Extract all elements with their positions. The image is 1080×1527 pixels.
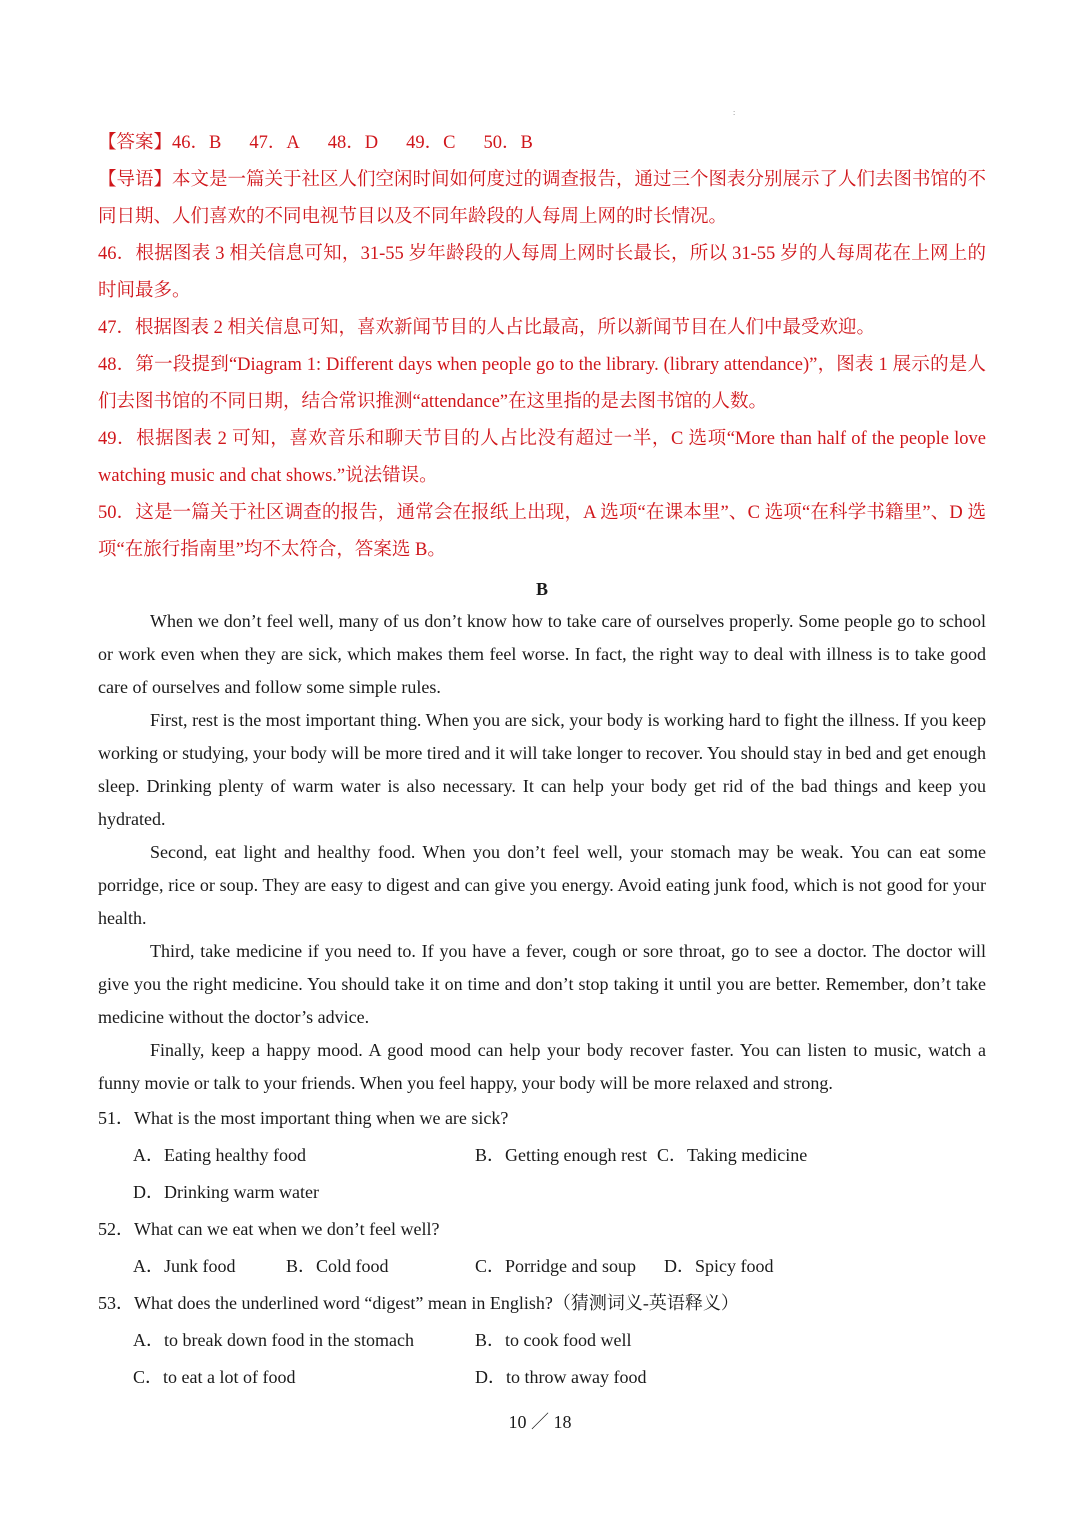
answer-item: 50．B	[483, 133, 533, 153]
passage-paragraph: Second, eat light and healthy food. When you don’t feel well, your stomach may be weak. You can eat some porridge, rice or soup. They are easy to digest and can give you energy. Avoid eating junk food, which is not good for your health.	[98, 842, 986, 928]
option-b: B．to cook food well	[475, 1330, 632, 1350]
answer-key-label: 【答案】	[98, 133, 173, 153]
explanation-48: 48．第一段提到“Diagram 1: Different days when people go to the library. (library attendance)”，图表 1 展示的是人们去图书馆的不同日期，结合常识推测“attendance”在这里指的是去图书馆的人数。	[98, 355, 986, 412]
option-c: C．to eat a lot of food	[133, 1367, 296, 1387]
explanation-49: 49．根据图表 2 可知，喜欢音乐和聊天节目的人占比没有超过一半，C 选项“More than half of the people love watching music and chat shows.”说法错误。	[98, 429, 986, 486]
passage-paragraph: Finally, keep a happy mood. A good mood can help your body recover faster. You can listen to music, watch a funny movie or talk to your friends. When you feel happy, your body will be more relaxed and strong.	[98, 1040, 986, 1093]
option-d: D．Drinking warm water	[133, 1182, 319, 1202]
section-title: B	[535, 579, 548, 599]
option-d: D．to throw away food	[475, 1367, 647, 1387]
answer-key	[98, 125, 986, 162]
option-c: C．Taking medicine	[656, 1145, 808, 1165]
answer-item: 48．D	[327, 133, 379, 153]
option-b: B．Getting enough rest	[475, 1145, 647, 1165]
answer-item: 46．B	[172, 133, 222, 153]
corner-mark: :	[733, 108, 736, 117]
question-52: 52．What can we eat when we don’t feel well?	[98, 1219, 440, 1239]
option-a: A．to break down food in the stomach	[133, 1330, 414, 1350]
answer-item: 49．C	[406, 133, 456, 153]
page-content	[98, 125, 986, 1396]
passage-paragraph: First, rest is the most important thing. When you are sick, your body is working hard to fight the illness. If you keep working or studying, your body will be more tired and it will take longer to recover. You should stay in bed and get enough sleep. Drinking plenty of warm water is also necessary. It can help your body get rid of the bad things and keep you hydrated.	[98, 710, 986, 829]
question-51-options	[98, 1137, 986, 1211]
option-b: B．Cold food	[286, 1256, 389, 1276]
question-51: 51．What is the most important thing when we are sick?	[98, 1108, 509, 1128]
option-a: A．Eating healthy food	[133, 1145, 306, 1165]
answer-item: 47．A	[249, 133, 300, 153]
answer-explanation-block	[98, 125, 986, 569]
passage-paragraph: Third, take medicine if you need to. If you have a fever, cough or sore throat, go to see a doctor. The doctor will give you the right medicine. You should take it on time and don’t stop taking it until you are better. Remember, don’t take medicine without the doctor’s advice.	[98, 941, 986, 1027]
questions	[98, 1100, 986, 1396]
explanation-50: 50．这是一篇关于社区调查的报告，通常会在报纸上出现，A 选项“在课本里”、C 选项“在科学书籍里”、D 选项“在旅行指南里”均不太符合，答案选 B。	[98, 503, 986, 560]
question-53-options	[98, 1322, 986, 1396]
option-c: C．Porridge and soup	[475, 1256, 636, 1276]
passage-paragraph: When we don’t feel well, many of us don’t know how to take care of ourselves properly. Some people go to school or work even when they are sick, which makes them feel worse. In fact, the right way to deal with illness is to take good care of ourselves and follow some simple rules.	[98, 611, 986, 697]
explanation-47: 47．根据图表 2 相关信息可知，喜欢新闻节目的人占比最高，所以新闻节目在人们中最受欢迎。	[98, 318, 876, 338]
question-52-options	[98, 1248, 986, 1285]
page-number: 10 ／ 18	[508, 1412, 572, 1432]
option-a: A．Junk food	[133, 1256, 236, 1276]
question-53: 53．What does the underlined word “digest” mean in English?（猜测词义-英语释义）	[98, 1293, 739, 1313]
option-d: D．Spicy food	[664, 1256, 774, 1276]
reading-passage	[98, 605, 986, 1100]
intro-explanation: 【导语】本文是一篇关于社区人们空闲时间如何度过的调查报告，通过三个图表分别展示了人们去图书馆的不同日期、人们喜欢的不同电视节目以及不同年龄段的人每周上网的时长情况。	[98, 170, 987, 227]
explanation-46: 46．根据图表 3 相关信息可知，31-55 岁年龄段的人每周上网时长最长，所以 31-55 岁的人每周花在上网上的时间最多。	[98, 244, 986, 301]
